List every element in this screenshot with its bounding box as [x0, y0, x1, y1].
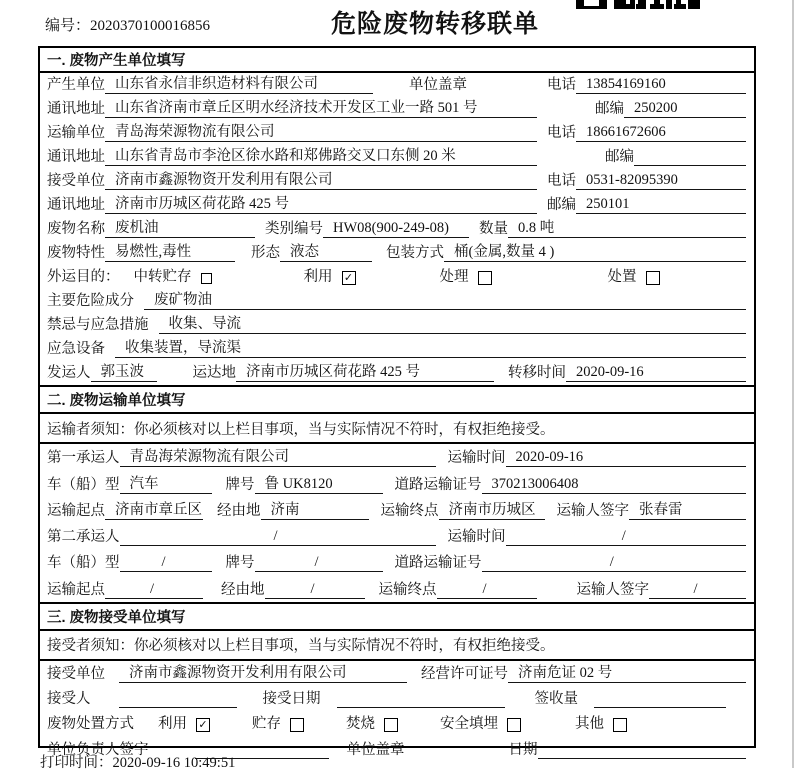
waste-name-label: 废物名称 [47, 221, 105, 237]
row-purpose [40, 265, 754, 289]
qr-code-fragment [576, 0, 706, 9]
option-label: 其他 [575, 716, 604, 733]
route-start-2: / [105, 580, 203, 599]
option-label: 处理 [439, 269, 469, 285]
destination-value: 济南市历城区荷花路 425 号 [236, 363, 494, 382]
purpose-option-dispose [608, 268, 660, 286]
row-route1 [40, 497, 754, 523]
date-label: 日期 [508, 741, 538, 758]
row-shipper [40, 361, 754, 385]
transport-time: 2020-09-16 [506, 448, 747, 467]
producer-phone: 13854169160 [576, 75, 746, 94]
checkbox-treat [478, 271, 492, 285]
transport-time-label: 运输时间 [447, 450, 506, 467]
transport-time-2: / [506, 527, 747, 546]
checkbox-utilize-3 [196, 718, 210, 732]
checkbox-storage [290, 718, 304, 732]
shipper-label: 发运人 [47, 365, 91, 381]
responsible-signature-label: 单位负责人签字 [47, 741, 149, 758]
route-via: 济南 [261, 501, 369, 520]
packing-value: 桶(金属,数量 4 ) [444, 243, 746, 262]
section3-heading: 三. 废物接受单位填写 [40, 602, 754, 631]
row-accept-unit [40, 661, 754, 686]
row-transporter [40, 121, 754, 145]
road-permit-number-2: / [482, 553, 747, 572]
scan-edge-line [792, 0, 794, 768]
address-label: 通讯地址 [47, 101, 105, 117]
vehicle-type-2: / [120, 553, 212, 572]
received-quantity-label: 签收量 [534, 691, 578, 708]
hazard-label: 主要危险成分 [47, 293, 134, 309]
row-producer-address [40, 97, 754, 121]
quantity-value: 0.8 吨 [508, 219, 746, 238]
second-carrier-value: / [120, 527, 436, 546]
taboo-value: 收集、导流 [159, 315, 747, 334]
row-acceptor [40, 686, 754, 711]
producer-address: 山东省济南市章丘区明水经济技术开发区工业一路 501 号 [105, 99, 537, 118]
route-via-2: / [265, 580, 365, 599]
disposal-option-landfill [440, 715, 521, 733]
address-label: 通讯地址 [47, 197, 105, 213]
unit-seal-label: 单位盖章 [346, 741, 405, 758]
option-label: 利用 [158, 716, 187, 733]
serial-line [45, 14, 210, 35]
purpose-option-treat [440, 268, 492, 286]
row-vehicle1 [40, 470, 754, 496]
accept-date [337, 707, 505, 708]
row-hazard [40, 289, 754, 313]
producer-value: 山东省永信非织造材料有限公司 [105, 75, 373, 94]
phone-label: 电话 [547, 125, 576, 141]
page-title: 危险废物转移联单 [331, 10, 540, 38]
purpose-label: 外运目的： [47, 269, 120, 285]
form-value: 液态 [280, 243, 372, 262]
transporter-value: 青岛海荣源物流有限公司 [105, 123, 537, 142]
transporter-phone: 18661672606 [576, 123, 746, 142]
zip-label: 邮编 [595, 101, 624, 117]
category-label: 类别编号 [265, 221, 323, 237]
receiver-value: 济南市鑫源物资开发利用有限公司 [105, 171, 537, 190]
row-waste-name [40, 217, 754, 241]
receiver-label: 接受单位 [47, 173, 105, 189]
license-number: 济南危证 02 号 [508, 664, 746, 683]
destination-label: 运达地 [192, 365, 236, 381]
disposal-method-label: 废物处置方式 [47, 716, 134, 733]
vehicle-type-label: 车（船）型 [47, 476, 120, 493]
disposal-option-incinerate [346, 715, 398, 733]
row-first-carrier [40, 444, 754, 470]
row-receiver-address [40, 193, 754, 217]
route-end: 济南市历城区 [439, 501, 545, 520]
taboo-label: 禁忌与应急措施 [47, 317, 149, 333]
phone-label: 电话 [547, 173, 576, 189]
accept-unit-label: 接受单位 [47, 665, 105, 682]
row-taboo [40, 313, 754, 337]
vehicle-type-label: 车（船）型 [47, 555, 120, 572]
first-carrier-label: 第一承运人 [47, 450, 120, 467]
section1-heading: 一. 废物产生单位填写 [40, 48, 754, 73]
transfer-time-label: 转移时间 [508, 365, 566, 381]
print-time: 2020-09-16 10:49:51 [112, 755, 236, 771]
option-label: 安全填埋 [440, 716, 498, 733]
disposal-option-storage [252, 715, 304, 733]
route-start-label: 运输起点 [47, 502, 105, 519]
section2-heading: 二. 废物运输单位填写 [40, 385, 754, 414]
license-label: 经营许可证号 [421, 665, 508, 682]
row-equipment [40, 337, 754, 361]
equipment-label: 应急设备 [47, 341, 105, 357]
transfer-time: 2020-09-16 [566, 363, 746, 382]
carrier-signature-label: 运输人签字 [576, 581, 649, 598]
section2-notice: 运输者须知：你必须核对以上栏目事项，当与实际情况不符时，有权拒绝接受。 [40, 414, 754, 444]
route-start-label: 运输起点 [47, 581, 105, 598]
row-producer [40, 73, 754, 97]
carrier-signature-2: / [649, 580, 746, 599]
transporter-address: 山东省青岛市李沧区徐水路和郑佛路交叉口东侧 20 米 [105, 147, 537, 166]
waste-name: 废机油 [105, 219, 255, 238]
route-end-2: / [437, 580, 537, 599]
route-via-label: 经由地 [217, 502, 261, 519]
option-label: 贮存 [252, 716, 281, 733]
option-label: 利用 [303, 269, 333, 285]
route-end-label: 运输终点 [380, 502, 439, 519]
accept-date-label: 接受日期 [262, 691, 321, 708]
plate-number: 鲁 UK8120 [255, 475, 383, 494]
address-label: 通讯地址 [47, 149, 105, 165]
transporter-zip [634, 165, 746, 166]
acceptor-label: 接受人 [47, 691, 91, 708]
hazard-value: 废矿物油 [144, 291, 746, 310]
transport-time-label: 运输时间 [447, 529, 506, 546]
row-receiver [40, 169, 754, 193]
carrier-signature-label: 运输人签字 [556, 502, 629, 519]
sign-date [538, 758, 747, 759]
checkbox-incinerate [384, 718, 398, 732]
plate-label: 牌号 [225, 476, 255, 493]
plate-label: 牌号 [225, 555, 255, 572]
checkbox-dispose [646, 271, 660, 285]
accept-unit-value: 济南市鑫源物资开发利用有限公司 [119, 664, 407, 683]
phone-label: 电话 [547, 77, 576, 93]
print-time-label: 打印时间： [40, 755, 113, 771]
row-waste-trait [40, 241, 754, 265]
quantity-label: 数量 [479, 221, 508, 237]
route-end-label: 运输终点 [378, 581, 437, 598]
carrier-signature: 张春雷 [629, 501, 746, 520]
producer-zip: 250200 [624, 99, 746, 118]
row-route2 [40, 575, 754, 601]
manifest-form [38, 46, 756, 758]
transporter-label: 运输单位 [47, 125, 105, 141]
zip-label: 邮编 [547, 197, 576, 213]
road-permit-label: 道路运输证号 [394, 476, 482, 493]
road-permit-number: 370213006408 [482, 475, 747, 494]
form-label: 形态 [251, 245, 280, 261]
trait-label: 废物特性 [47, 245, 105, 261]
row-second-carrier [40, 523, 754, 549]
print-time-line [40, 751, 235, 772]
checkbox-landfill [507, 718, 521, 732]
packing-label: 包装方式 [386, 245, 444, 261]
row-transporter-address [40, 145, 754, 169]
serial-label: 编号： [45, 18, 91, 34]
section3-notice: 接受者须知：你必须核对以上栏目事项，当与实际情况不符时，有权拒绝接受。 [40, 631, 754, 661]
disposal-option-utilize [158, 715, 210, 733]
row-vehicle2 [40, 549, 754, 575]
first-carrier-value: 青岛海荣源物流有限公司 [120, 448, 436, 467]
checkbox-utilize [342, 271, 356, 285]
checkbox-other [613, 718, 627, 732]
checkbox-transfer-storage [201, 273, 212, 284]
plate-number-2: / [255, 553, 383, 572]
option-label: 处置 [607, 269, 637, 285]
receiver-zip: 250101 [576, 195, 746, 214]
acceptor-value [119, 707, 237, 708]
received-quantity [594, 707, 726, 708]
receiver-phone: 0531-82095390 [576, 171, 746, 190]
shipper-value: 郭玉波 [91, 363, 157, 382]
row-disposal-method [40, 711, 754, 736]
equipment-value: 收集装置，导流渠 [115, 339, 746, 358]
purpose-option-transfer-storage [134, 268, 212, 286]
serial-number: 2020370100016856 [90, 18, 211, 34]
option-label: 中转贮存 [133, 269, 192, 285]
route-via-label: 经由地 [221, 581, 265, 598]
option-label: 焚烧 [346, 716, 375, 733]
producer-label: 产生单位 [47, 77, 105, 93]
zip-label: 邮编 [605, 149, 634, 165]
receiver-address: 济南市历城区荷花路 425 号 [105, 195, 537, 214]
vehicle-type: 汽车 [120, 475, 212, 494]
route-start: 济南市章丘区 [105, 501, 203, 520]
purpose-option-utilize [304, 268, 356, 286]
category-code: HW08(900-249-08) [323, 219, 469, 238]
disposal-option-other [575, 715, 627, 733]
road-permit-label: 道路运输证号 [394, 555, 482, 572]
trait-value: 易燃性,毒性 [105, 243, 235, 262]
seal-label: 单位盖章 [409, 77, 467, 93]
second-carrier-label: 第二承运人 [47, 529, 120, 546]
